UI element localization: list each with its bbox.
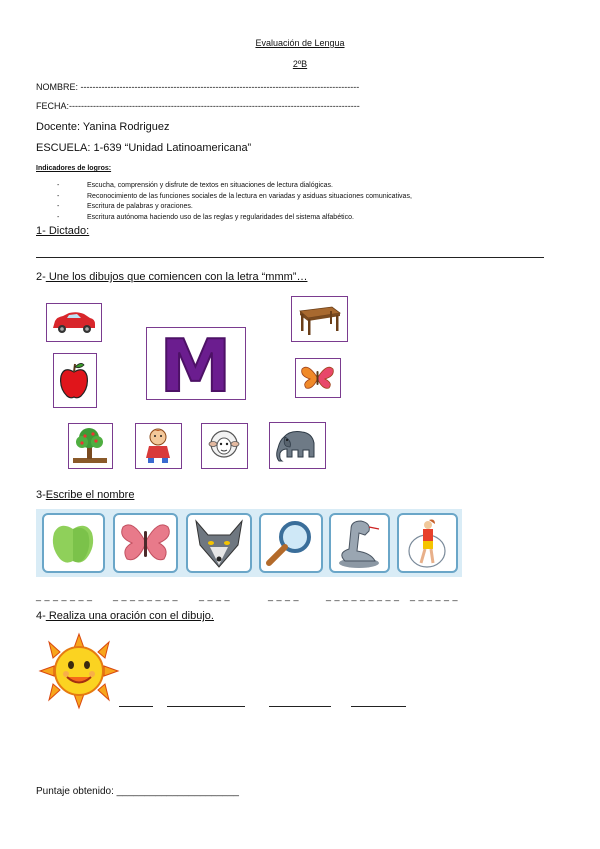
- section2-text: Une los dibujos que comiencen con la letra “mmm”…: [45, 271, 308, 283]
- magnifier-picture[interactable]: [259, 513, 323, 573]
- letter-m: M: [159, 328, 232, 398]
- tree-picture[interactable]: [68, 423, 113, 469]
- sun-picture: [36, 632, 122, 710]
- indicator-item: - Escritura de palabras y oraciones.: [57, 202, 412, 213]
- section2-number: 2-: [36, 271, 46, 283]
- school-label: ESCUELA: 1-639 “Unidad Latinoamericana”: [36, 142, 252, 154]
- apple-icon: [54, 354, 95, 406]
- section4-title: [36, 610, 214, 622]
- jump-rope-picture[interactable]: [397, 513, 458, 573]
- table-picture[interactable]: [291, 296, 348, 342]
- doll-picture[interactable]: [135, 423, 182, 469]
- name-field[interactable]: NOMBRE: ---------------------------------------------------------------------------------------------: [36, 82, 360, 92]
- elephant-picture[interactable]: [269, 422, 326, 469]
- indicator-item: - Escucha, comprensión y disfrute de textos en situaciones de lectura dialógicas.: [57, 181, 412, 192]
- elephant-icon: [270, 423, 324, 467]
- sheep-picture[interactable]: [201, 423, 248, 469]
- butterfly-icon: [296, 359, 339, 396]
- section3-text: Escribe el nombre: [45, 489, 135, 501]
- pink-butterfly-picture[interactable]: [113, 513, 178, 573]
- sentence-line-1[interactable]: [119, 706, 153, 707]
- blank-6[interactable]: _ _ _ _ _ _: [410, 591, 459, 601]
- letter-m-picture: [146, 327, 246, 400]
- section3-title: [36, 489, 134, 501]
- indicators-list: [57, 181, 412, 223]
- blank-5[interactable]: _ _ _ _ _ _ _ _ _: [326, 591, 400, 601]
- apple-green-picture[interactable]: [42, 513, 105, 573]
- pink-butterfly-icon: [115, 515, 176, 571]
- indicator-item: - Reconocimiento de las funciones sociales de la lectura en variadas y asiduas situaciones comunicativas,: [57, 192, 412, 203]
- sheep-icon: [202, 424, 246, 467]
- letter-m-icon: [147, 328, 244, 398]
- car-icon: [47, 304, 100, 340]
- indicators-heading: Indicadores de logros:: [36, 165, 112, 172]
- section1-title: 1- Dictado:: [36, 225, 90, 237]
- cobra-icon: [331, 515, 388, 571]
- blank-4[interactable]: _ _ _ _: [268, 591, 300, 601]
- blank-1[interactable]: _ _ _ _ _ _ _: [36, 591, 93, 601]
- tree-icon: [69, 424, 111, 467]
- section4-text: Realiza una oración con el dibujo.: [45, 610, 214, 622]
- date-field[interactable]: FECHA:-------------------------------------------------------------------------------------------------: [36, 101, 360, 111]
- car-picture[interactable]: [46, 303, 102, 342]
- section2-title: [36, 271, 307, 283]
- doll-icon: [136, 424, 180, 467]
- magnifying-glass-icon: [261, 515, 321, 571]
- section3-number: 3-: [36, 489, 46, 501]
- document-title: Evaluación de Lengua: [255, 38, 345, 48]
- butterfly-picture[interactable]: [295, 358, 341, 398]
- snake-picture[interactable]: [329, 513, 390, 573]
- wolf-icon: [188, 515, 250, 571]
- jump-rope-icon: [399, 515, 456, 571]
- table-icon: [292, 297, 346, 340]
- dictation-line[interactable]: [36, 257, 544, 258]
- apple-picture[interactable]: [53, 353, 97, 408]
- sentence-line-4[interactable]: [351, 706, 406, 707]
- green-apple-icon: [44, 515, 103, 571]
- blank-2[interactable]: _ _ _ _ _ _ _ _: [113, 591, 179, 601]
- score-label: Puntaje obtenido: ______________________: [36, 786, 239, 797]
- sentence-line-2[interactable]: [167, 706, 245, 707]
- blank-3[interactable]: _ _ _ _: [199, 591, 231, 601]
- sentence-line-3[interactable]: [269, 706, 331, 707]
- section4-number: 4-: [36, 610, 46, 622]
- indicator-item: - Escritura autónoma haciendo uso de las reglas y regularidades del sistema alfabético.: [57, 213, 412, 224]
- grade-label: 2ºB: [292, 59, 308, 69]
- sun-icon: [36, 632, 122, 710]
- wolf-picture[interactable]: [186, 513, 252, 573]
- teacher-label: Docente: Yanina Rodriguez: [36, 121, 170, 133]
